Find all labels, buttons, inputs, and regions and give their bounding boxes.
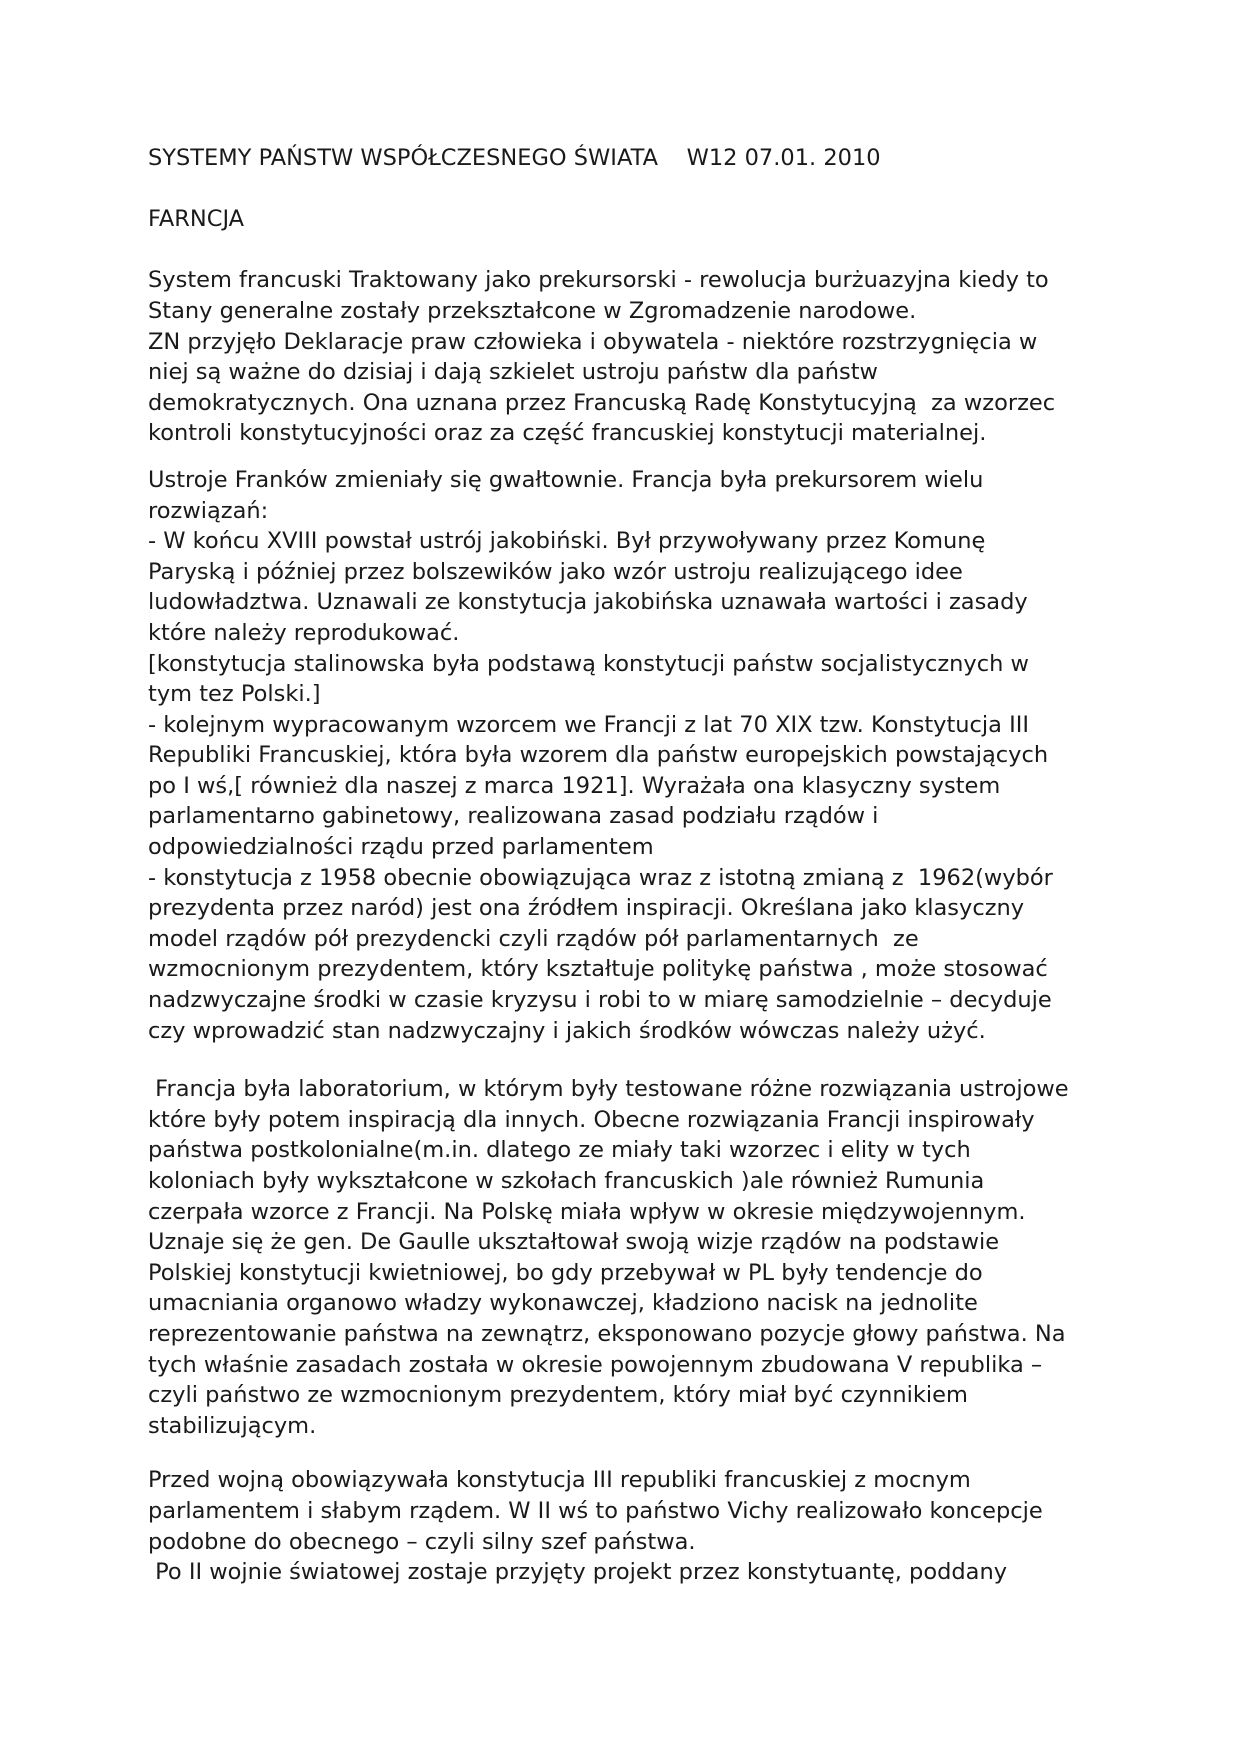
text-line: wzmocnionym prezydentem, który kształtuje politykę państwa , może stosować bbox=[148, 956, 1048, 983]
text-line: które były potem inspiracją dla innych. Obecne rozwiązania Francji inspirowały bbox=[148, 1106, 1035, 1133]
text-line: ludowładztwa. Uznawali ze konstytucja jakobińska uznawała wartości i zasady bbox=[148, 589, 1028, 616]
text-line: Polskiej konstytucji kwietniowej, bo gdy przebywał w PL były tendencje do bbox=[148, 1259, 983, 1286]
text-line: Stany generalne zostały przekształcone w Zgromadzenie narodowe. bbox=[148, 297, 917, 324]
section-heading: FARNCJA bbox=[148, 206, 245, 233]
text-line: odpowiedzialności rządu przed parlamentem bbox=[148, 834, 654, 861]
text-line: koloniach były wykształcone w szkołach francuskich )ale również Rumunia bbox=[148, 1168, 985, 1194]
text-line: które należy reprodukować. bbox=[148, 619, 460, 646]
text-line: państwa postkolonialne(m.in. dlatego ze miały taki wzorzec i elity w tych bbox=[148, 1137, 971, 1164]
document-page bbox=[148, 143, 1108, 1588]
paragraph-3 bbox=[148, 1074, 1108, 1441]
text-line: prezydenta przez naród) jest ona źródłem inspiracji. Określana jako klasyczny bbox=[148, 895, 1025, 922]
text-line: parlamentem i słabym rządem. W II wś to państwo Vichy realizowało koncepcje bbox=[148, 1497, 1043, 1524]
text-line: Uznaje się że gen. De Gaulle ukształtował swoją wizje rządów na podstawie bbox=[148, 1229, 1000, 1256]
text-line: Paryską i później przez bolszewików jako wzór ustroju realizującego idee bbox=[148, 558, 963, 585]
text-line: Po II wojnie światowej zostaje przyjęty projekt przez konstytuantę, poddany bbox=[148, 1559, 1008, 1586]
text-line: czyli państwo ze wzmocnionym prezydentem, który miał być czynnikiem bbox=[148, 1382, 968, 1409]
text-line: - kolejnym wypracowanym wzorcem we Francji z lat 70 XIX tzw. Konstytucja III bbox=[148, 711, 1030, 738]
text-line: Francja była laboratorium, w którym były testowane różne rozwiązania ustrojowe bbox=[148, 1076, 1069, 1103]
text-line: Ustroje Franków zmieniały się gwałtownie. Francja była prekursorem wielu bbox=[148, 466, 984, 493]
text-line: po I wś,[ również dla naszej z marca 1921]. Wyrażała ona klasyczny system bbox=[148, 772, 1001, 799]
text-line: System francuski Traktowany jako prekursorski - rewolucja burżuazyjna kiedy to bbox=[148, 267, 1049, 294]
text-line: rozwiązań: bbox=[148, 497, 269, 524]
text-line: umacniania organowo władzy wykonawczej, kładziono nacisk na jednolite bbox=[148, 1290, 978, 1317]
text-line: [konstytucja stalinowska była podstawą konstytucji państw socjalistycznych w bbox=[148, 650, 1029, 677]
text-line: tych właśnie zasadach została w okresie powojennym zbudowana V republika – bbox=[148, 1351, 1043, 1378]
text-line: demokratycznych. Ona uznana przez Francuską Radę Konstytucyjną za wzorzec bbox=[148, 389, 1056, 416]
text-line: - konstytucja z 1958 obecnie obowiązująca wraz z istotną zmianą z 1962(wybór bbox=[148, 864, 1053, 891]
text-line: tym tez Polski.] bbox=[148, 681, 321, 708]
text-line: ZN przyjęło Deklaracje praw człowieka i obywatela - niektóre rozstrzygnięcia w bbox=[148, 328, 1038, 355]
text-line: parlamentarno gabinetowy, realizowana zasad podziału rządów i bbox=[148, 803, 879, 830]
text-line: model rządów pół prezydencki czyli rządów pół parlamentarnych ze bbox=[148, 925, 919, 952]
text-line: nadzwyczajne środki w czasie kryzysu i robi to w miarę samodzielnie – decyduje bbox=[148, 987, 1052, 1014]
text-line: kontroli konstytucyjności oraz za część francuskiej konstytucji materialnej. bbox=[148, 420, 987, 447]
text-line: czy wprowadzić stan nadzwyczajny i jakich środków wówczas należy użyć. bbox=[148, 1017, 986, 1044]
paragraph-2 bbox=[148, 465, 1108, 1046]
text-line: Republiki Francuskiej, która była wzorem dla państw europejskich powstających bbox=[148, 742, 1049, 769]
paragraph-1 bbox=[148, 265, 1108, 449]
document-title: SYSTEMY PAŃSTW WSPÓŁCZESNEGO ŚWIATA W12 07.01. 2010 bbox=[148, 145, 881, 171]
text-line: Przed wojną obowiązywała konstytucja III republiki francuskiej z mocnym bbox=[148, 1467, 971, 1494]
text-line: reprezentowanie państwa na zewnątrz, eksponowano pozycje głowy państwa. Na bbox=[148, 1320, 1066, 1347]
paragraph-4 bbox=[148, 1465, 1108, 1587]
text-line: czerpała wzorce z Francji. Na Polskę miała wpływ w okresie międzywojennym. bbox=[148, 1198, 1026, 1225]
text-line: podobne do obecnego – czyli silny szef państwa. bbox=[148, 1528, 696, 1555]
text-line: stabilizującym. bbox=[148, 1412, 317, 1439]
text-line: - W końcu XVIII powstał ustrój jakobiński. Był przywoływany przez Komunę bbox=[148, 528, 986, 555]
text-line: niej są ważne do dzisiaj i dają szkielet ustroju państw dla państw bbox=[148, 359, 878, 386]
